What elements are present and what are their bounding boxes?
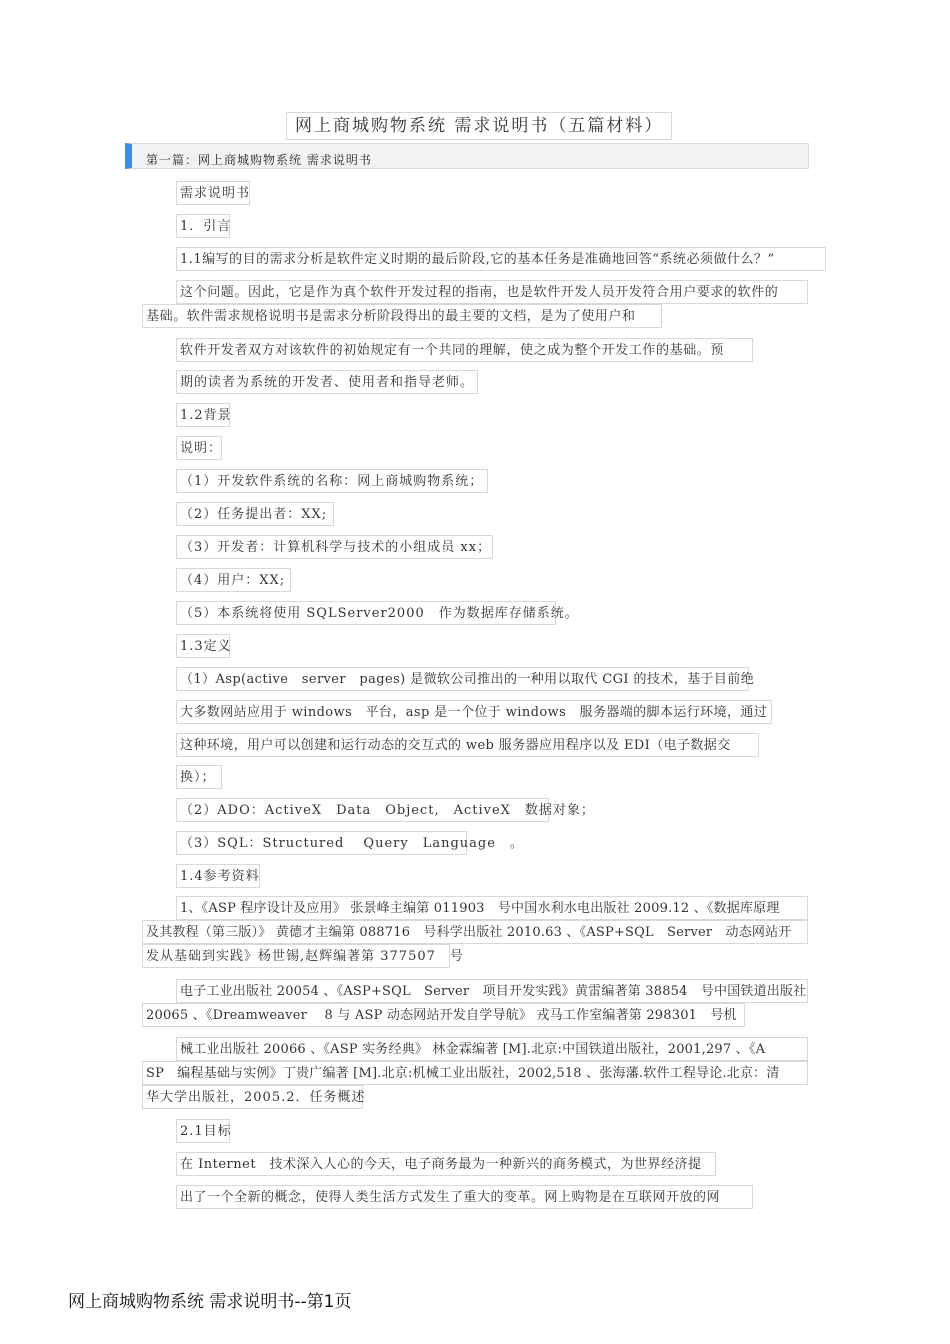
text-line: 换）；: [176, 765, 222, 789]
text-line: （2）任务提出者：XX;: [176, 502, 334, 526]
text-line: 1、《ASP 程序设计及应用》 张景峰主编第 011903 号中国水利水电出版社 2009.12 、《数据库原理: [176, 896, 808, 920]
text-line: 这个问题。因此，它是作为真个软件开发过程的指南，也是软件开发人员开发符合用户要求的软件的: [176, 280, 808, 304]
text-line: 这种环境，用户可以创建和运行动态的交互式的 web 服务器应用程序以及 EDI（电子数据交: [176, 733, 759, 757]
document-title: 网上商城购物系统 需求说明书（五篇材料）: [286, 112, 672, 140]
text-line: （3）开发者：计算机科学与技术的小组成员 xx；: [176, 535, 493, 559]
text-line: 期的读者为系统的开发者、使用者和指导老师。: [176, 370, 478, 394]
text-line: 1．引言: [176, 214, 230, 238]
text-line: （2）ADO：ActiveX Data Object, ActiveX 数据对象；: [176, 798, 549, 822]
text-line: 基础。软件需求规格说明书是需求分析阶段得出的最主要的文档，是为了使用户和: [142, 304, 662, 328]
text-line: 2.1目标: [176, 1119, 230, 1143]
text-line: 出了一个全新的概念，使得人类生活方式发生了重大的变革。网上购物是在互联网开放的网: [176, 1185, 753, 1209]
text-line: 1.2背景: [176, 403, 230, 427]
section-heading: 第一篇：网上商城购物系统 需求说明书: [146, 153, 372, 167]
text-line: 发从基础到实践》杨世锡,赵辉编著第 377507 号: [142, 944, 450, 968]
text-line: （1）Asp(active server pages) 是微软公司推出的一种用以取代 CGI 的技术，基于目前绝: [176, 667, 749, 691]
text-line: 及其教程（第三版）》 黄德才主编第 088716 号科学出版社 2010.63 、《ASP+SQL Server 动态网站开: [142, 920, 808, 944]
text-line: （1）开发软件系统的名称：网上商城购物系统；: [176, 469, 488, 493]
text-line: 说明：: [176, 436, 222, 460]
text-line: （4）用户：XX;: [176, 568, 291, 592]
text-line: 大多数网站应用于 windows 平台，asp 是一个位于 windows 服务器端的脚本运行环境，通过: [176, 700, 772, 724]
text-line: 软件开发者双方对该软件的初始规定有一个共同的理解，使之成为整个开发工作的基础。预: [176, 338, 753, 362]
text-line: （5）本系统将使用 SQLServer2000 作为数据库存储系统。: [176, 601, 556, 625]
text-line: 1.1编写的目的需求分析是软件定义时期的最后阶段,它的基本任务是准确地回答“系统必须做什么？”: [176, 247, 826, 271]
text-line: SP 编程基础与实例》丁贵广编著 [M].北京:机械工业出版社，2002,518 、张海藩.软件工程导论.北京：清: [142, 1061, 808, 1085]
text-line: 需求说明书: [176, 181, 250, 205]
text-line: 1.3定义: [176, 634, 230, 658]
text-line: 华大学出版社，2005.2．任务概述: [142, 1085, 363, 1109]
text-line: 械工业出版社 20066 、《ASP 实务经典》 林金霖编著 [M].北京:中国铁道出版社，2001,297 、《A: [176, 1037, 808, 1061]
text-line: 20065 、《Dreamweaver 8 与 ASP 动态网站开发自学导航》 戎马工作室编著第 298301 号机: [142, 1003, 745, 1027]
text-line: 在 Internet 技术深入人心的今天，电子商务最为一种新兴的商务模式，为世界经济提: [176, 1152, 716, 1176]
text-line: 电子工业出版社 20054 、《ASP+SQL Server 项目开发实践》黄雷编著第 38854 号中国铁道出版社: [176, 979, 808, 1003]
text-line: 1.4参考资料: [176, 864, 260, 888]
page-footer: 网上商城购物系统 需求说明书--第1页: [68, 1292, 352, 1312]
text-line: （3）SQL：Structured Query Language 。: [176, 831, 467, 855]
